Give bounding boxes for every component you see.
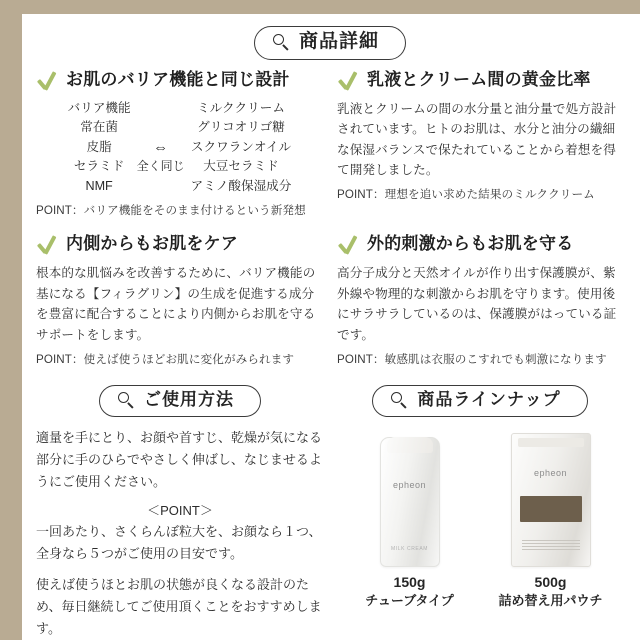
feature-body: 乳液とクリームの間の水分量と油分量で処方設計されています。ヒトのお肌は、水分と油分の繊細な保湿バランスで保たれていることから着想を得て開発しました。 bbox=[337, 101, 617, 178]
check-icon bbox=[36, 72, 58, 92]
product-image-tube bbox=[347, 427, 472, 567]
check-icon bbox=[337, 72, 359, 92]
lineup-heading-wrap bbox=[336, 385, 624, 417]
feature-column-left-2 bbox=[36, 234, 323, 371]
feature-title: お肌のバリア機能と同じ設計 bbox=[66, 69, 290, 89]
comparison-left-item: バリア機能 bbox=[67, 100, 131, 115]
tube-graphic bbox=[380, 437, 440, 567]
comparison-right-item: スクワランオイル bbox=[190, 139, 292, 154]
product-subtitle-label: MILK CREAM bbox=[390, 545, 429, 552]
feature-column-right bbox=[337, 70, 624, 223]
comparison-middle bbox=[135, 101, 187, 193]
feature-title: 内側からもお肌をケア bbox=[66, 234, 238, 254]
comparison-left-item: セラミド bbox=[73, 159, 125, 174]
product-brand-label: epheon bbox=[392, 479, 427, 490]
check-icon bbox=[337, 236, 359, 256]
product-item-pouch bbox=[488, 427, 613, 611]
feature-body: 根本的な肌悩みを改善するために、バリア機能の基になる【フィラグリン】の生成を促進する成分を豊富に配合することにより内側からお肌を守るサポートをします。 bbox=[36, 266, 316, 342]
product-brand-label: epheon bbox=[533, 467, 568, 478]
usage-point-label: ＜POINT＞ bbox=[147, 502, 213, 518]
product-list bbox=[336, 427, 624, 611]
detail-heading-wrap bbox=[30, 26, 630, 60]
equals-arrow-icon: ⇔ bbox=[153, 138, 169, 156]
pouch-band bbox=[520, 496, 582, 522]
feature-point: POINT：バリア機能をそのまま付けるという新発想 bbox=[36, 204, 306, 218]
feature-header bbox=[337, 70, 624, 92]
feature-body: 高分子成分と天然オイルが作り出す保護膜が、紫外線や物理的な刺激からお肌を守ります。使用後にサラサラしているのは、保護膜がはっている証です。 bbox=[337, 266, 617, 342]
feature-column-left bbox=[36, 70, 323, 223]
comparison-left-item: NMF bbox=[85, 178, 113, 193]
comparison-left-item: 常在菌 bbox=[80, 120, 118, 135]
feature-point: POINT：敏感肌は衣服のこすれでも刺激になります bbox=[337, 353, 607, 367]
comparison-right-item: アミノ酸保湿成分 bbox=[190, 178, 292, 193]
product-caption bbox=[488, 573, 613, 611]
pouch-fine-print bbox=[522, 540, 580, 550]
feature-barrier-design bbox=[36, 70, 323, 219]
detail-heading-text: 商品詳細 bbox=[298, 31, 379, 52]
feature-grid-row-1 bbox=[30, 70, 630, 223]
search-icon bbox=[273, 34, 289, 50]
product-image-pouch bbox=[488, 427, 613, 567]
feature-external-protection bbox=[337, 234, 624, 367]
product-item-tube bbox=[347, 427, 472, 611]
decorative-left-border bbox=[0, 0, 22, 640]
feature-header bbox=[36, 70, 323, 92]
lineup-heading-text: 商品ラインナップ bbox=[417, 390, 561, 410]
detail-heading-pill bbox=[254, 26, 406, 60]
feature-header bbox=[337, 234, 624, 256]
product-caption bbox=[347, 573, 472, 611]
product-size: 150g bbox=[393, 573, 426, 590]
feature-point: POINT：使えば使うほどお肌に変化がみられます bbox=[36, 353, 295, 367]
usage-heading-wrap bbox=[36, 385, 324, 417]
check-icon bbox=[36, 236, 58, 256]
usage-paragraph-1: 適量を手にとり、お顔や首すじ、乾燥が気になる部分に手のひらでやさしく伸ばし、なじませるようにご使用ください。 bbox=[36, 429, 323, 490]
feature-golden-ratio bbox=[337, 70, 624, 203]
comparison-middle-note: 全く同じ bbox=[136, 158, 185, 173]
comparison-left-column bbox=[68, 99, 131, 197]
feature-inner-care bbox=[36, 234, 323, 367]
comparison-right-item: ミルククリーム bbox=[197, 100, 285, 115]
product-type: 詰め替え用パウチ bbox=[498, 593, 603, 609]
bottom-panels bbox=[30, 381, 630, 641]
feature-title: 乳液とクリーム間の黄金比率 bbox=[367, 69, 591, 89]
comparison-right-item: グリコオリゴ糖 bbox=[197, 120, 285, 135]
usage-heading-pill bbox=[99, 385, 261, 417]
comparison-right-column bbox=[191, 99, 292, 197]
usage-paragraph-2: 一回あたり、さくらんぼ粒大を、お顔なら１つ、全身なら５つがご使用の目安です。 bbox=[36, 523, 322, 562]
feature-column-right-2 bbox=[337, 234, 624, 371]
lineup-heading-pill bbox=[372, 385, 587, 417]
pouch-graphic bbox=[511, 433, 591, 567]
feature-point: POINT：理想を追い求めた結果のミルククリーム bbox=[337, 188, 595, 202]
tube-cap bbox=[387, 437, 433, 453]
pouch-top-seal bbox=[518, 438, 584, 447]
feature-header bbox=[36, 234, 323, 256]
product-type: チューブタイプ bbox=[365, 593, 454, 609]
decorative-top-border bbox=[0, 0, 640, 14]
feature-grid-row-2 bbox=[30, 234, 630, 371]
feature-title: 外的刺激からもお肌を守る bbox=[367, 234, 574, 254]
usage-paragraph-3: 使えば使うほとお肌の状態が良くなる設計のため、毎日継続してご使用頂くことをおすすめします。 bbox=[36, 576, 322, 637]
lineup-panel bbox=[336, 381, 624, 641]
search-icon bbox=[391, 392, 407, 408]
search-icon bbox=[118, 392, 134, 408]
barrier-comparison-table bbox=[36, 99, 323, 197]
comparison-left-item: 皮脂 bbox=[86, 139, 112, 154]
product-size: 500g bbox=[534, 573, 567, 590]
comparison-right-item: 大豆セラミド bbox=[203, 159, 279, 174]
content-area bbox=[22, 14, 640, 640]
usage-heading-text: ご使用方法 bbox=[144, 390, 234, 410]
usage-panel bbox=[36, 381, 324, 641]
